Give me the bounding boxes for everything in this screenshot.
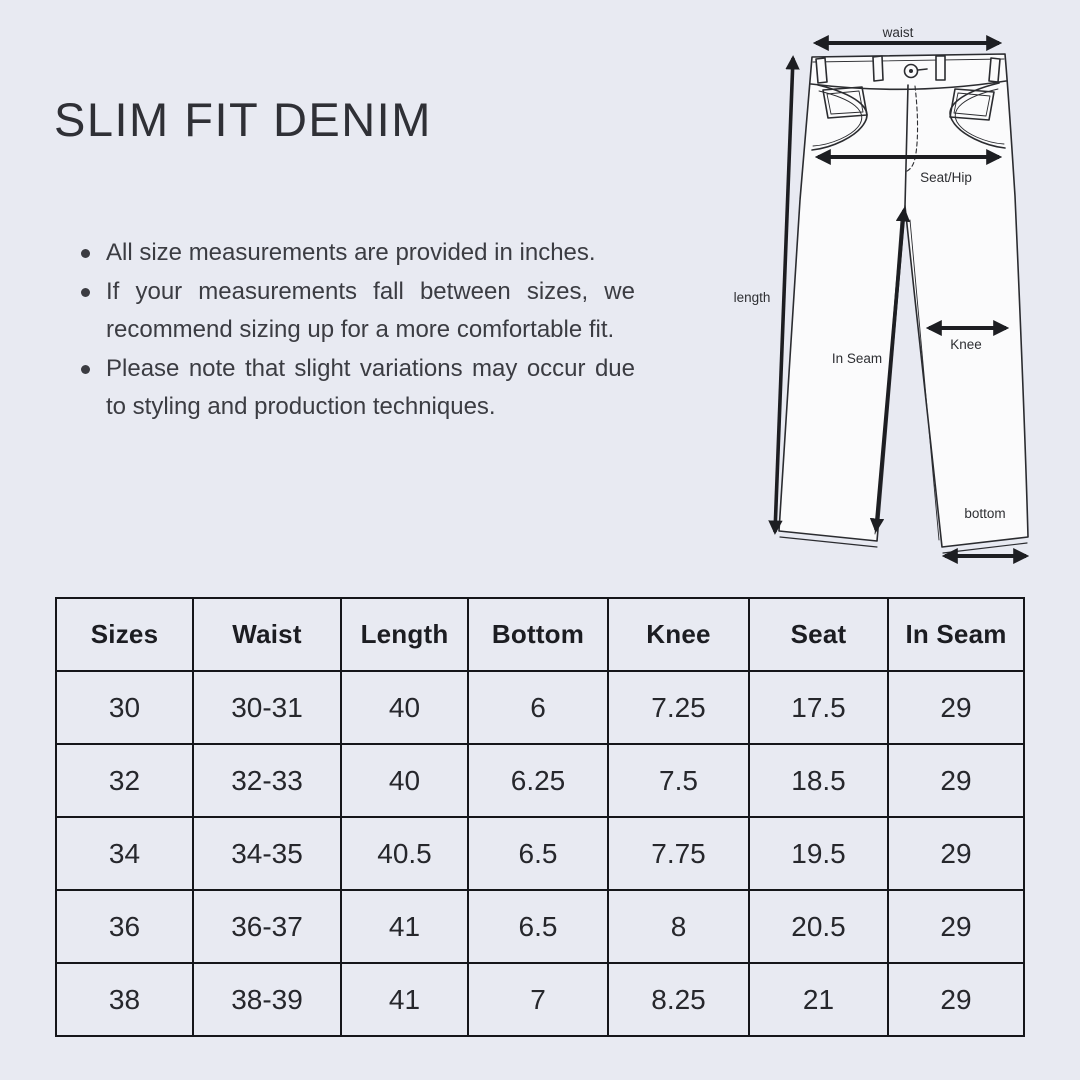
table-cell: 30	[56, 671, 193, 744]
table-cell: 40	[341, 671, 468, 744]
note-text: All size measurements are provided in inches.	[106, 239, 596, 266]
waist-label: waist	[882, 25, 914, 40]
table-cell: 30-31	[193, 671, 341, 744]
table-cell: 38-39	[193, 963, 341, 1036]
table-cell: 32	[56, 744, 193, 817]
table-cell: 21	[749, 963, 888, 1036]
note-item	[79, 234, 635, 273]
table-cell: 41	[341, 963, 468, 1036]
table-cell: 7	[468, 963, 608, 1036]
table-cell: 19.5	[749, 817, 888, 890]
table-cell: 20.5	[749, 890, 888, 963]
column-header-in-seam: In Seam	[888, 598, 1024, 671]
table-cell: 34-35	[193, 817, 341, 890]
table-cell: 29	[888, 890, 1024, 963]
table-row	[56, 817, 1024, 890]
table-header-row	[56, 598, 1024, 671]
table-cell: 32-33	[193, 744, 341, 817]
table-cell: 8.25	[608, 963, 749, 1036]
table-cell: 36	[56, 890, 193, 963]
length-label: length	[733, 290, 771, 305]
jeans-sketch	[779, 54, 1028, 553]
note-item	[79, 273, 635, 350]
table-cell: 29	[888, 963, 1024, 1036]
table-row	[56, 744, 1024, 817]
table-cell: 29	[888, 671, 1024, 744]
seat-hip-label: Seat/Hip	[920, 170, 972, 185]
table-cell: 40.5	[341, 817, 468, 890]
notes-list	[79, 234, 635, 427]
table-cell: 7.75	[608, 817, 749, 890]
table-cell: 7.5	[608, 744, 749, 817]
table-cell: 38	[56, 963, 193, 1036]
column-header-seat: Seat	[749, 598, 888, 671]
column-header-sizes: Sizes	[56, 598, 193, 671]
table-cell: 29	[888, 817, 1024, 890]
table-cell: 6	[468, 671, 608, 744]
table-cell: 7.25	[608, 671, 749, 744]
table-cell: 36-37	[193, 890, 341, 963]
table-cell: 41	[341, 890, 468, 963]
column-header-waist: Waist	[193, 598, 341, 671]
table-row	[56, 671, 1024, 744]
size-chart-table	[55, 597, 1025, 1037]
jeans-measurement-diagram	[715, 10, 1045, 580]
note-text: If your measurements fall between sizes, we recommend sizing up for a more comfortable fit.	[106, 277, 635, 343]
table-cell: 18.5	[749, 744, 888, 817]
bottom-label: bottom	[964, 506, 1006, 521]
column-header-length: Length	[341, 598, 468, 671]
column-header-knee: Knee	[608, 598, 749, 671]
column-header-bottom: Bottom	[468, 598, 608, 671]
bullet-icon	[81, 288, 90, 297]
page-title: SLIM FIT DENIM	[54, 93, 432, 146]
table-cell: 17.5	[749, 671, 888, 744]
knee-label: Knee	[950, 337, 982, 352]
table-row	[56, 963, 1024, 1036]
table-row	[56, 890, 1024, 963]
note-item	[79, 350, 635, 427]
bullet-icon	[81, 365, 90, 374]
table-cell: 29	[888, 744, 1024, 817]
table-cell: 8	[608, 890, 749, 963]
table-cell: 40	[341, 744, 468, 817]
jeans-silhouette	[779, 54, 1028, 547]
note-text: Please note that slight variations may occur due to styling and production techniques.	[106, 354, 635, 420]
table-cell: 6.5	[468, 890, 608, 963]
table-cell: 6.5	[468, 817, 608, 890]
in-seam-label: In Seam	[831, 351, 883, 366]
table-cell: 34	[56, 817, 193, 890]
bullet-icon	[81, 249, 90, 258]
table-cell: 6.25	[468, 744, 608, 817]
